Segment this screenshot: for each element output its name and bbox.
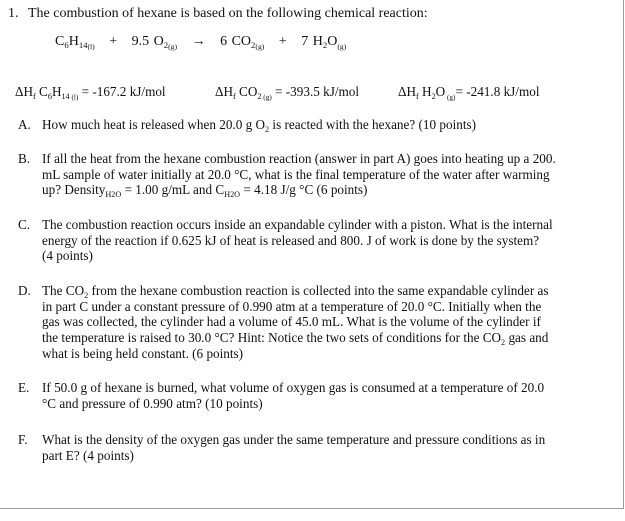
enthalpy-water: [398, 84, 540, 102]
oxygen: 9.5 O: [131, 34, 164, 49]
text-line: mL sample of water initially at 20.0 °C, what is the final temperature of the water after warming: [42, 166, 550, 182]
phase: (g): [445, 93, 456, 102]
formula: H: [418, 84, 432, 99]
text-line: °C and pressure of 0.990 atm? (10 points): [42, 395, 263, 411]
part-label: E.: [18, 380, 30, 395]
sub: 6: [47, 91, 52, 101]
sub: 2: [265, 124, 270, 134]
delta-h: ΔH: [215, 84, 234, 99]
carbon-dioxide: 6 CO: [220, 34, 252, 49]
arrow-icon: →: [191, 34, 206, 49]
sub: 2: [163, 40, 169, 51]
sub: 2: [257, 91, 262, 101]
plus-sign: +: [278, 34, 287, 49]
question-number: 1.: [8, 6, 19, 21]
text: the temperature is raised to 30.0 °C? Hint: Notice the two sets of conditions for the CO: [42, 330, 502, 346]
sub: H2O: [224, 190, 241, 200]
text: How much heat is released when 20.0 g O: [42, 117, 266, 132]
formula: CO: [235, 84, 258, 99]
reaction-equation: [55, 34, 346, 50]
sub: 2: [431, 91, 436, 101]
sub: 6: [64, 40, 69, 51]
text: = 4.18 J/g °C (6 points): [240, 182, 368, 198]
sub: H2O: [105, 190, 122, 200]
text-line: If all the heat from the hexane combustion reaction (answer in part A) goes into heating up a 200.: [42, 151, 556, 166]
text-line: gas was collected, the cylinder had a volume of 45.0 mL. What is the volume of the cylinder if: [42, 314, 541, 330]
text-line: part E? (4 points): [42, 447, 134, 463]
phase: (g): [261, 93, 272, 102]
plus-sign: +: [109, 34, 118, 49]
formula: C: [35, 84, 48, 99]
formula: H: [51, 84, 62, 99]
delta-h: ΔH: [15, 84, 34, 99]
water-h: 7 H: [301, 34, 323, 49]
text-line: in part C under a constant pressure of 0.990 atm at a temperature of 20.0 °C. Initially when the: [42, 298, 542, 314]
question-intro: [8, 6, 428, 22]
part-label: D.: [18, 283, 31, 298]
enthalpy-co2: [215, 84, 398, 100]
sub: f: [33, 91, 36, 101]
value: = -241.8 kJ/mol: [455, 84, 540, 99]
phase: (g): [168, 41, 178, 51]
part-label: A.: [18, 117, 31, 132]
text-line: what is being held constant. (6 points): [42, 345, 244, 361]
part-label: F.: [18, 432, 28, 447]
text: gas and: [505, 330, 549, 346]
text-line: The combustion reaction occurs inside an expandable cylinder with a piston. What is the internal: [42, 217, 553, 232]
value: = -167.2 kJ/mol: [78, 84, 166, 99]
part-label: B.: [18, 151, 31, 166]
hexane-h: H: [68, 34, 79, 49]
sub: f: [233, 91, 236, 101]
text-line: (4 points): [42, 248, 93, 264]
enthalpy-hexane: [15, 84, 215, 100]
delta-h: ΔH: [398, 84, 417, 99]
text: up? Density: [42, 182, 106, 198]
sub: 2: [322, 40, 328, 51]
text: = 1.00 g/mL and C: [121, 182, 225, 198]
text: from the hexane combustion reaction is collected into the same expandable cylinder as: [88, 283, 549, 298]
phase: (g): [337, 41, 347, 51]
phase: (l): [87, 41, 95, 51]
text-line: If 50.0 g of hexane is burned, what volume of oxygen gas is consumed at a temperature of 20.0: [42, 380, 545, 395]
part-label: C.: [18, 217, 31, 232]
phase: (g): [255, 41, 265, 51]
sub: 2: [501, 337, 506, 347]
sub: 2: [251, 40, 256, 51]
value: = -393.5 kJ/mol: [271, 84, 360, 99]
question-text: The combustion of hexane is based on the following chemical reaction:: [28, 6, 428, 21]
water-o: O: [327, 34, 338, 49]
hexane-c: C: [55, 34, 65, 49]
text-line: energy of the reaction if 0.625 kJ of heat is released and 800. J of work is done by the system?: [42, 232, 540, 248]
formula: O: [435, 84, 446, 99]
text: is reacted with the hexane? (10 points): [269, 117, 477, 132]
sub: f: [416, 91, 419, 101]
text: The CO: [42, 283, 85, 298]
sub: 2: [84, 290, 89, 300]
sub: 14: [61, 91, 70, 101]
text-line: What is the density of the oxygen gas under the same temperature and pressure conditions as in: [42, 432, 546, 447]
enthalpy-values: [15, 84, 539, 100]
sub: 14: [78, 40, 88, 51]
phase: (l): [69, 93, 79, 102]
